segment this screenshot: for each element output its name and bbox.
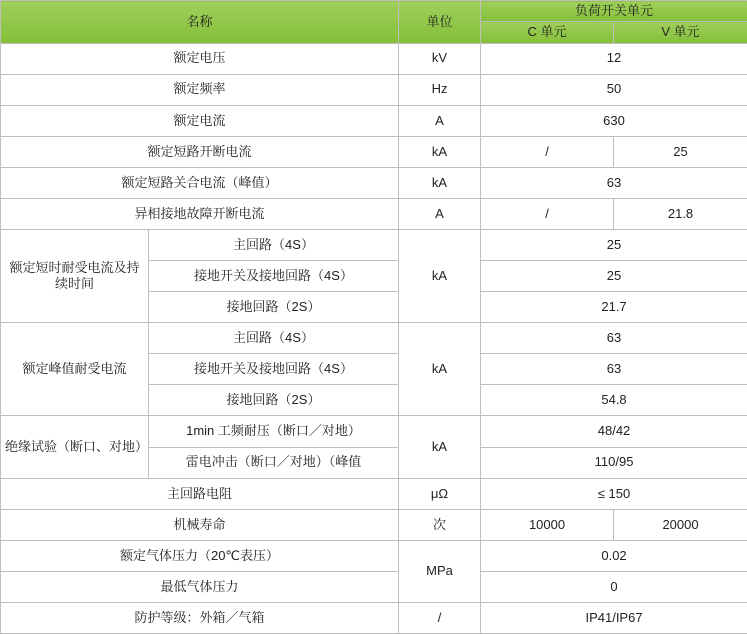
sub-row-label: 主回路（4S）: [149, 229, 399, 260]
row-value: 21.7: [481, 292, 747, 323]
row-unit: Hz: [399, 74, 481, 105]
row-unit: kA: [399, 136, 481, 167]
row-value: IP41/IP67: [481, 602, 747, 633]
row-name: 额定短路开断电流: [1, 136, 399, 167]
row-value: 0: [481, 571, 747, 602]
table-row: [1, 478, 747, 509]
table-row: [1, 571, 747, 602]
header-col-v: V 单元: [614, 22, 747, 43]
row-value: 63: [481, 167, 747, 198]
table-row: [1, 198, 747, 229]
row-name: 额定短路关合电流（峰值）: [1, 167, 399, 198]
header-unit: 单位: [399, 1, 481, 44]
row-value: 630: [481, 105, 747, 136]
row-name: 额定频率: [1, 74, 399, 105]
table-row: [1, 43, 747, 74]
row-unit: μΩ: [399, 478, 481, 509]
table-body: [1, 43, 747, 634]
table-row: [1, 540, 747, 571]
row-unit: kA: [399, 167, 481, 198]
table-row: [1, 136, 747, 167]
row-value: ≤ 150: [481, 478, 747, 509]
row-name: 最低气体压力: [1, 571, 399, 602]
table-row: [1, 74, 747, 105]
row-unit: kV: [399, 43, 481, 74]
row-value: 25: [481, 229, 747, 260]
row-value: 63: [481, 354, 747, 385]
group-unit: kA: [399, 416, 481, 478]
sub-row-label: 接地回路（2S）: [149, 385, 399, 416]
table-row: [1, 229, 747, 260]
sub-row-label: 接地开关及接地回路（4S）: [149, 354, 399, 385]
row-value: 50: [481, 74, 747, 105]
header-row-main: [1, 1, 747, 22]
row-value: 110/95: [481, 447, 747, 478]
row-name: 额定气体压力（20℃表压）: [1, 540, 399, 571]
row-value-c: /: [481, 198, 614, 229]
header-col-c: C 单元: [481, 22, 614, 43]
table-row: [1, 167, 747, 198]
row-value-v: 20000: [614, 509, 747, 540]
row-value: 54.8: [481, 385, 747, 416]
table-row: [1, 323, 747, 354]
row-unit: /: [399, 602, 481, 633]
row-name: 主回路电阻: [1, 478, 399, 509]
row-name: 额定电压: [1, 43, 399, 74]
row-value: 25: [481, 261, 747, 292]
row-value: 0.02: [481, 540, 747, 571]
header-name: 名称: [1, 1, 399, 44]
sub-row-label: 接地回路（2S）: [149, 292, 399, 323]
row-value-v: 25: [614, 136, 747, 167]
sub-row-label: 1min 工频耐压（断口／对地）: [149, 416, 399, 447]
row-name: 防护等级：外箱／气箱: [1, 602, 399, 633]
row-value: 63: [481, 323, 747, 354]
group-name: 额定短时耐受电流及持续时间: [1, 229, 149, 322]
group-unit: kA: [399, 323, 481, 416]
row-unit: A: [399, 198, 481, 229]
group-unit: MPa: [399, 540, 481, 602]
table-row: [1, 105, 747, 136]
sub-row-label: 雷电冲击（断口／对地）（峰值: [149, 447, 399, 478]
row-value: 48/42: [481, 416, 747, 447]
table-row: [1, 509, 747, 540]
group-name: 额定峰值耐受电流: [1, 323, 149, 416]
row-value: 12: [481, 43, 747, 74]
row-value-c: /: [481, 136, 614, 167]
row-unit: 次: [399, 509, 481, 540]
group-unit: kA: [399, 229, 481, 322]
row-value-v: 21.8: [614, 198, 747, 229]
row-name: 额定电流: [1, 105, 399, 136]
table-header: [1, 1, 747, 44]
sub-row-label: 接地开关及接地回路（4S）: [149, 261, 399, 292]
group-name: 绝缘试验（断口、对地）: [1, 416, 149, 478]
table-row: [1, 416, 747, 447]
row-name: 异相接地故障开断电流: [1, 198, 399, 229]
header-group: 负荷开关单元: [481, 1, 747, 22]
table-row: [1, 602, 747, 633]
sub-row-label: 主回路（4S）: [149, 323, 399, 354]
row-name: 机械寿命: [1, 509, 399, 540]
row-value-c: 10000: [481, 509, 614, 540]
row-unit: A: [399, 105, 481, 136]
